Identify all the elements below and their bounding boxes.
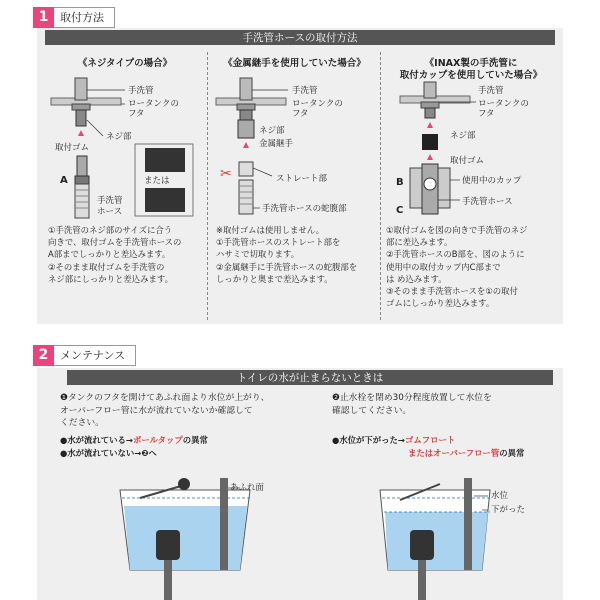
step-line: ③そのまま手洗管ホースを①の取付 xyxy=(386,286,518,297)
section-2-title: メンテナンス xyxy=(54,345,136,366)
step-line: 向きで、取付ゴムを手洗管ホースの xyxy=(48,237,182,248)
step-line: ハサミで切取ります。 xyxy=(216,249,300,260)
section-2-number: 2 xyxy=(33,345,54,366)
section-1-number: 1 xyxy=(33,7,54,28)
section-2-bar: トイレの水が止まらないときは xyxy=(67,370,553,385)
col3-title: 《INAX製の手洗管に xyxy=(424,58,518,69)
maint-right-text xyxy=(332,392,552,417)
maint-right-bullets xyxy=(332,434,524,459)
col1-label-rubber: 取付ゴム xyxy=(55,143,90,153)
col1-label-or: または xyxy=(144,176,170,186)
bullet-suffix: の異常 xyxy=(499,447,525,458)
col2-label-pipe: 手洗管 xyxy=(292,86,318,96)
col2-title: 《金属継手を使用していた場合》 xyxy=(223,58,366,69)
col1-label-lid2: フタ xyxy=(128,109,145,119)
step-line: ②そのまま取付ゴムを手洗管の xyxy=(48,261,165,272)
col2-label-fitting: 金属継手 xyxy=(259,139,294,149)
col2-label-thread: ネジ部 xyxy=(259,126,285,136)
text-line: 確認してください。 xyxy=(332,405,412,416)
section-2-header xyxy=(33,344,136,366)
maint-left-text xyxy=(60,392,310,430)
label-overflow-surface: あふれ面 xyxy=(230,483,265,493)
text-line: オーバーフロー管に水が流れていないか確認して xyxy=(60,405,253,416)
col3-label-cup: 使用中のカップ xyxy=(462,176,522,186)
col3-label-thread: ネジ部 xyxy=(450,131,476,141)
col3-title-2: 取付カップを使用していた場合》 xyxy=(399,70,543,81)
step-line: ②手洗管ホースのB部を、図のように xyxy=(386,249,525,260)
col1-label-lid: ロータンクの xyxy=(128,99,179,109)
col1-label-pipe: 手洗管 xyxy=(128,86,154,96)
col1-label-hose2: ホース xyxy=(97,207,123,217)
step-line: A部までしっかりと差込みます。 xyxy=(48,249,171,260)
label-dropped: 下がった xyxy=(491,505,526,515)
col3-label-hose: 手洗管ホース xyxy=(462,197,513,207)
col3-steps xyxy=(386,224,558,309)
col2-label-lid: ロータンクの xyxy=(292,99,343,109)
bullet-prefix: ●水が流れている→ xyxy=(60,435,133,445)
section-1-bar: 手洗管ホースの取付方法 xyxy=(45,30,555,45)
section-1-header xyxy=(33,6,115,28)
col3-label-rubber: 取付ゴム xyxy=(450,156,485,166)
col1-label-a: A xyxy=(60,175,68,186)
col3-label-pipe: 手洗管 xyxy=(478,86,504,96)
label-water-level: 水位 xyxy=(491,491,509,501)
col2-label-straight: ストレート部 xyxy=(276,174,328,184)
col3-label-c: C xyxy=(396,205,404,216)
bullet-overflow-pipe: またはオーバーフロー管 xyxy=(408,447,500,458)
step-line: しっかりと奥まで差込みます。 xyxy=(216,273,333,284)
col1-label-hose: 手洗管 xyxy=(97,196,123,206)
step-line: 部に差込みます。 xyxy=(386,237,453,248)
col2-label-bellows: 手洗管ホースの蛇腹部 xyxy=(262,204,347,214)
col3-label-lid2: フタ xyxy=(478,109,495,119)
col2-steps xyxy=(216,224,378,285)
text-line: ❶タンクのフタを開けてあふれ面より水位が上がり、 xyxy=(60,393,270,403)
step-line: ②金属継手に手洗管ホースの蛇腹部を xyxy=(216,261,358,272)
step-line: ゴムにしっかり差込みます。 xyxy=(386,298,495,309)
section-1-title: 取付方法 xyxy=(54,7,115,28)
step-line: は め込みます。 xyxy=(386,273,447,284)
text-line: ❷止水栓を閉め30分程度放置して水位を xyxy=(332,393,492,403)
text-line: ください。 xyxy=(60,418,104,428)
col2-label-lid2: フタ xyxy=(292,109,309,119)
bullet-ball-tap: ボールタップ xyxy=(132,435,183,445)
step-line: ①手洗管ホースのストレート部を xyxy=(216,237,341,248)
column-divider xyxy=(380,52,381,320)
col1-title: 《ネジタイプの場合》 xyxy=(77,58,173,69)
note-line: ※取付ゴムは使用しません。 xyxy=(216,225,325,235)
svg-text:✂: ✂ xyxy=(220,166,232,182)
step-line: ネジ部にしっかりと差込みます。 xyxy=(48,273,173,284)
tank-diagram-left xyxy=(100,470,300,600)
step-line: 使用中の取付カップ内C部まで xyxy=(386,261,501,272)
bullet-rubber-float: ゴムフロート xyxy=(404,435,456,445)
col1-steps xyxy=(48,224,204,285)
step-line: ①手洗管のネジ部のサイズに合う xyxy=(48,225,173,235)
maint-left-bullets xyxy=(60,434,208,459)
bullet-line: ●水が流れていない→❷へ xyxy=(60,447,157,458)
col3-label-lid: ロータンクの xyxy=(478,99,529,109)
col3-label-b: B xyxy=(396,177,404,188)
column-divider xyxy=(207,52,208,320)
col1-label-thread: ネジ部 xyxy=(106,132,132,142)
bullet-suffix: の異常 xyxy=(182,435,208,445)
bullet-prefix: ●水位が下がった→ xyxy=(332,435,405,445)
step-line: ①取付ゴムを図の向きで手洗管のネジ xyxy=(386,225,528,235)
col3-diagram xyxy=(390,80,555,230)
tank-diagram-right xyxy=(370,470,570,600)
